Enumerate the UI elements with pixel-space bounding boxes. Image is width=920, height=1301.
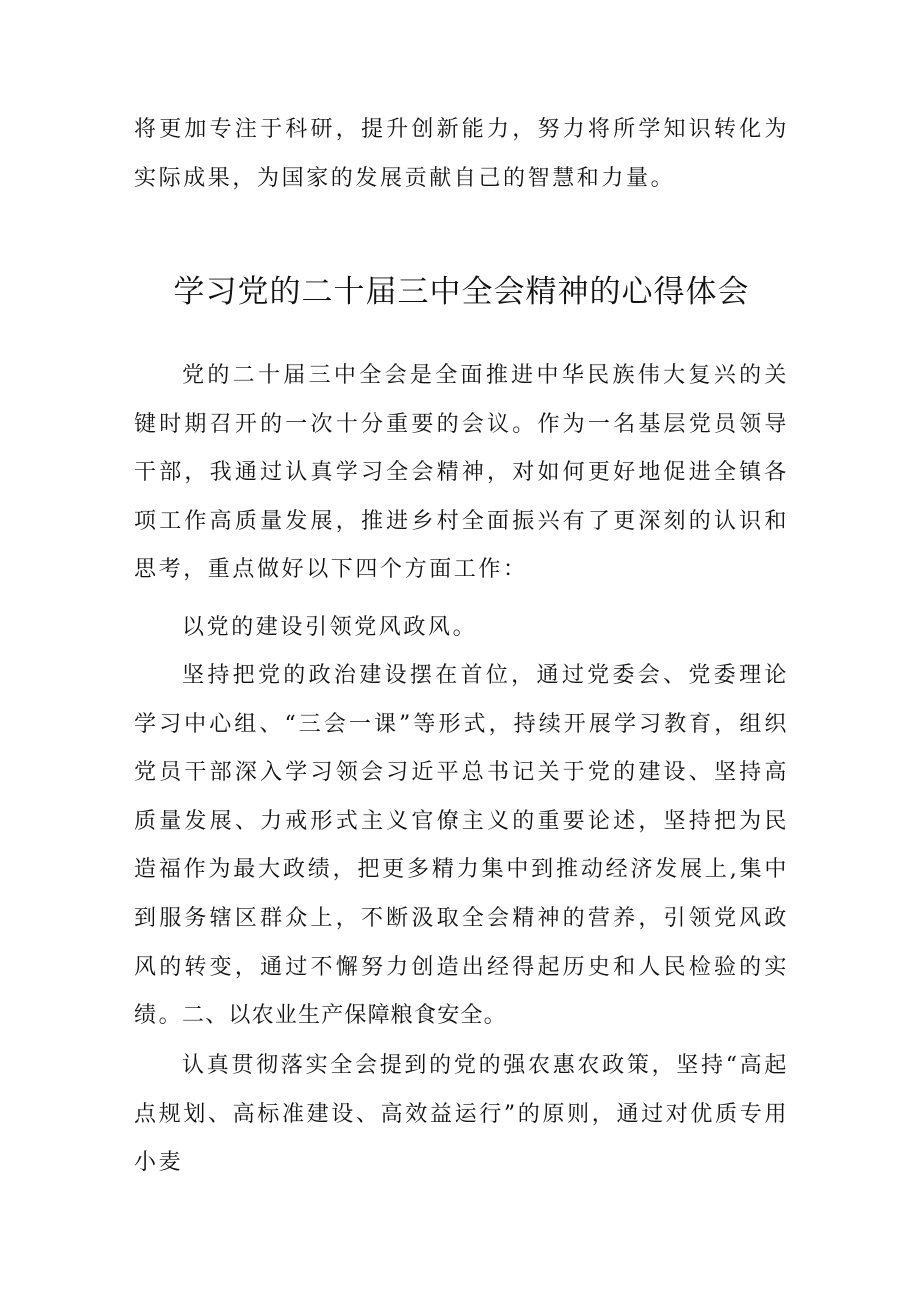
section-1-body: 坚持把党的政治建设摆在首位，通过党委会、党委理论学习中心组、“三会一课”等形式，持续开展学习教育，组织党员干部深入学习领会习近平总书记关于党的建设、坚持高质量发展、力戒形式主义官僚主义的重要论述，坚持把为民造福作为最大政绩，把更多精力集中到推动经济发展上,集中到服务辖区群众上，不断汲取全会精神的营养，引领党风政风的转变，通过不懈努力创造出经得起历史和人民检验的实绩。 xyxy=(134,663,789,1029)
section-2-body: 认真贯彻落实全会提到的党的强农惠农政策，坚持“高起点规划、高标准建设、高效益运行”的原则，通过对优质专用小麦 xyxy=(134,1053,789,1176)
page-title: 学习党的二十届三中全会精神的心得体会 xyxy=(173,274,750,310)
section-2-heading: 二、以农业生产保障粮食安全。 xyxy=(182,1003,507,1028)
intro-paragraph: 将更加专注于科研，提升创新能力，努力将所学知识转化为实际成果，为国家的发展贡献自己的智慧和力量。 xyxy=(134,117,789,191)
section-1-heading: 以党的建设引领党风政风。 xyxy=(182,615,478,640)
paragraph-1: 党的二十届三中全会是全面推进中华民族伟大复兴的关键时期召开的一次十分重要的会议。作为一名基层党员领导干部，我通过认真学习全会精神，对如何更好地促进全镇各项工作高质量发展，推进乡村全面振兴有了更深刻的认识和思考，重点做好以下四个方面工作： xyxy=(134,363,789,583)
